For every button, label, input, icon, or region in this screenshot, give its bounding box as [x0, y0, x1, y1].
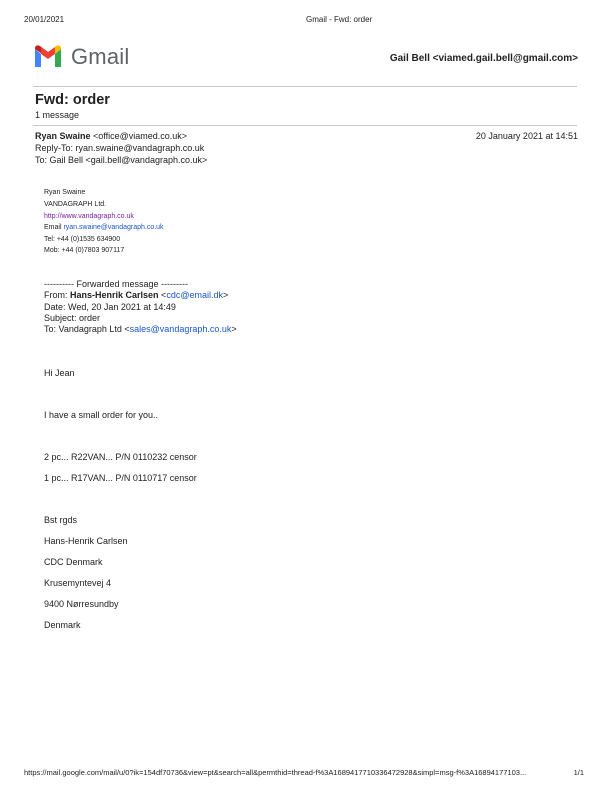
forwarded-from-bracket-open: <: [158, 290, 167, 300]
print-date: 20/01/2021: [24, 15, 65, 24]
body-sender-company: CDC Denmark: [44, 557, 103, 567]
recipient: To: Gail Bell <gail.bell@vandagraph.co.uk>: [35, 155, 208, 165]
body-intro: I have a small order for you..: [44, 410, 159, 420]
reply-to: Reply-To: ryan.swaine@vandagraph.co.uk: [35, 143, 205, 153]
message-count: 1 message: [35, 110, 80, 120]
body-greeting: Hi Jean: [44, 368, 75, 378]
print-title: Gmail - Fwd: order: [306, 15, 373, 24]
address-line-2-link[interactable]: 9400 Nørresundby: [44, 599, 119, 609]
body-closing: Bst rgds: [44, 515, 78, 525]
signature-mob: Mob: +44 (0)7803 907117: [44, 247, 125, 254]
signature-email-link[interactable]: ryan.swaine@vandagraph.co.uk: [63, 224, 164, 231]
gmail-logo-icon: [33, 43, 63, 69]
forwarded-from-name: Hans-Henrik Carlsen: [70, 290, 159, 300]
sender-name: Ryan Swaine: [35, 131, 91, 141]
signature-email-label: Email: [44, 224, 64, 231]
signature-company: VANDAGRAPH Ltd.: [44, 201, 107, 208]
signature-website-link[interactable]: http://www.vandagraph.co.uk: [44, 213, 134, 220]
signature-email-line: [44, 224, 164, 231]
subject-divider: [33, 125, 577, 126]
forwarded-subject: Subject: order: [44, 313, 101, 323]
forwarded-from-bracket-close: >: [222, 290, 229, 300]
forwarded-from-label: From:: [44, 290, 70, 300]
thread-subject: Fwd: order: [35, 92, 110, 108]
message-date: 20 January 2021 at 14:51: [475, 131, 578, 141]
signature-name: Ryan Swaine: [44, 189, 86, 196]
message-from: [35, 131, 187, 141]
address-line-3-link[interactable]: Denmark: [44, 620, 81, 630]
print-url: https://mail.google.com/mail/u/0?ik=154df70736&view=pt&search=all&permthid=thread-f%3A1689417710336472928&simpl=msg-f%3A16894177103...: [24, 768, 527, 777]
top-divider: [33, 86, 577, 87]
signature-tel: Tel: +44 (0)1535 634900: [44, 236, 121, 243]
sender-email: <office@viamed.co.uk>: [93, 131, 188, 141]
forwarded-to-bracket-close: >: [231, 324, 237, 334]
forwarded-to-label: To: Vandagraph Ltd <: [44, 324, 130, 334]
forwarded-from-email-link[interactable]: cdc@email.dk: [166, 290, 223, 300]
gmail-wordmark: Gmail: [71, 44, 130, 69]
forwarded-date: Date: Wed, 20 Jan 2021 at 14:49: [44, 302, 176, 312]
account-label: Gail Bell <viamed.gail.bell@gmail.com>: [389, 53, 578, 64]
address-line-1-link[interactable]: Krusemyntevej 4: [44, 578, 112, 588]
forwarded-banner: ---------- Forwarded message ---------: [44, 279, 188, 289]
forwarded-to-email-link[interactable]: sales@vandagraph.co.uk: [129, 324, 232, 334]
body-sender-name: Hans-Henrik Carlsen: [44, 536, 128, 546]
order-line-1: 2 pc... R22VAN... P/N 0110232 censor: [44, 452, 197, 462]
print-page-number: 1/1: [573, 768, 584, 777]
forwarded-from: [44, 290, 228, 300]
forwarded-to: [44, 324, 237, 334]
order-line-2: 1 pc... R17VAN... P/N 0110717 censor: [44, 473, 197, 483]
